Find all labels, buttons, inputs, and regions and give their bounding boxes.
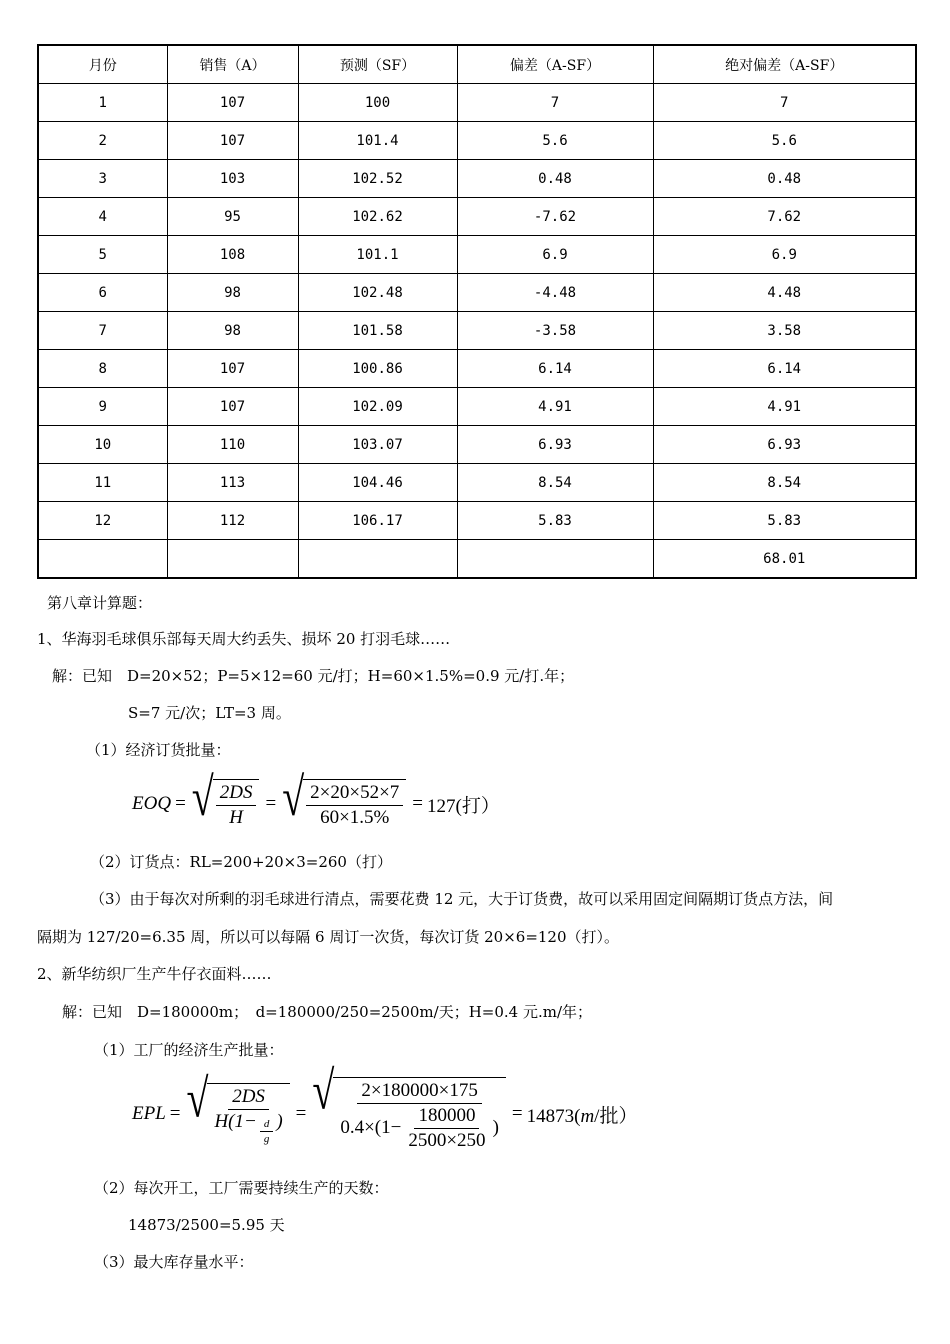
cell-deviation: 8.54 bbox=[457, 464, 653, 502]
cell-month: 11 bbox=[38, 464, 167, 502]
cell-forecast: 101.1 bbox=[298, 236, 457, 274]
cell-abs-deviation: 6.93 bbox=[653, 426, 916, 464]
cell-forecast: 100.86 bbox=[298, 350, 457, 388]
table-row bbox=[38, 274, 916, 312]
table-row bbox=[38, 236, 916, 274]
problem-1-step-3a: （3）由于每次对所剩的羽毛球进行清点，需要花费 12 元，大于订货费，故可以采用固定间隔期订货点方法，间 bbox=[90, 890, 834, 908]
epl-den: H(1− $\frac{d}{g}$ ) bbox=[214, 1111, 283, 1145]
cell-month: 7 bbox=[38, 312, 167, 350]
epl-num-values: 2×180000×175 bbox=[357, 1080, 481, 1104]
table-row bbox=[38, 464, 916, 502]
epl-num: 2DS bbox=[228, 1086, 269, 1110]
cell-deviation: 0.48 bbox=[457, 160, 653, 198]
problem-1-step-2: （2）订货点：RL=200+20×3=260（打） bbox=[90, 853, 392, 871]
cell-abs-deviation: 3.58 bbox=[653, 312, 916, 350]
cell-forecast: 101.58 bbox=[298, 312, 457, 350]
cell-deviation: -4.48 bbox=[457, 274, 653, 312]
cell-abs-deviation: 5.6 bbox=[653, 122, 916, 160]
problem-2-given: 解：已知 D=180000m； d=180000/250=2500m/天；H=0.4 元.m/年； bbox=[62, 1003, 593, 1021]
cell-month: 4 bbox=[38, 198, 167, 236]
cell-deviation: 6.14 bbox=[457, 350, 653, 388]
cell-deviation: 5.6 bbox=[457, 122, 653, 160]
forecast-table bbox=[37, 44, 917, 579]
cell-month: 12 bbox=[38, 502, 167, 540]
header-deviation: 偏差（A-SF） bbox=[457, 45, 653, 84]
problem-1-step-1: （1）经济订货批量： bbox=[86, 741, 231, 759]
cell-deviation: -3.58 bbox=[457, 312, 653, 350]
eoq-result: 127(打） bbox=[427, 795, 500, 817]
cell-sales: 107 bbox=[167, 388, 298, 426]
cell-sales: 103 bbox=[167, 160, 298, 198]
cell-forecast: 103.07 bbox=[298, 426, 457, 464]
table-row bbox=[38, 84, 916, 122]
cell-sales: 108 bbox=[167, 236, 298, 274]
cell-sales: 98 bbox=[167, 274, 298, 312]
cell-deviation: 5.83 bbox=[457, 502, 653, 540]
table-row bbox=[38, 502, 916, 540]
cell-forecast: 106.17 bbox=[298, 502, 457, 540]
cell-month: 8 bbox=[38, 350, 167, 388]
cell-deviation: 6.9 bbox=[457, 236, 653, 274]
cell-month: 1 bbox=[38, 84, 167, 122]
cell-sales: 110 bbox=[167, 426, 298, 464]
eoq-lhs: EOQ bbox=[132, 793, 172, 814]
problem-1-step-3b: 隔期为 127/20=6.35 周，所以可以每隔 6 周订一次货，每次订货 20×6=120（打）。 bbox=[37, 928, 620, 946]
table-row bbox=[38, 160, 916, 198]
cell-sales: 113 bbox=[167, 464, 298, 502]
cell-deviation: -7.62 bbox=[457, 198, 653, 236]
cell-sales: 112 bbox=[167, 502, 298, 540]
problem-2-step-1: （1）工厂的经济生产批量： bbox=[94, 1041, 284, 1059]
header-forecast: 预测（SF） bbox=[298, 45, 457, 84]
header-sales: 销售（A） bbox=[167, 45, 298, 84]
cell-month: 6 bbox=[38, 274, 167, 312]
cell-month: 9 bbox=[38, 388, 167, 426]
eoq-den-values: 60×1.5% bbox=[320, 807, 390, 828]
cell-abs-deviation: 4.91 bbox=[653, 388, 916, 426]
cell-deviation bbox=[457, 540, 653, 579]
cell-abs-deviation: 68.01 bbox=[653, 540, 916, 579]
cell-abs-deviation: 6.9 bbox=[653, 236, 916, 274]
cell-deviation: 6.93 bbox=[457, 426, 653, 464]
eoq-den: H bbox=[229, 807, 243, 828]
cell-month: 10 bbox=[38, 426, 167, 464]
cell-deviation: 4.91 bbox=[457, 388, 653, 426]
cell-forecast: 104.46 bbox=[298, 464, 457, 502]
problem-2-title: 2、新华纺织厂生产牛仔衣面料…… bbox=[37, 965, 272, 983]
eoq-formula: EOQ = √ $\frac{2DS}{H}$ = √ $\frac{2\times 20\times 52\times 7}{60\times 1.5\%}$ = 127(打） bbox=[132, 766, 500, 828]
cell-forecast: 102.09 bbox=[298, 388, 457, 426]
table-row bbox=[38, 312, 916, 350]
table-row bbox=[38, 540, 916, 579]
cell-abs-deviation: 7 bbox=[653, 84, 916, 122]
table-header-row bbox=[38, 45, 916, 84]
cell-forecast: 102.52 bbox=[298, 160, 457, 198]
cell-abs-deviation: 5.83 bbox=[653, 502, 916, 540]
cell-abs-deviation: 6.14 bbox=[653, 350, 916, 388]
cell-sales: 95 bbox=[167, 198, 298, 236]
cell-abs-deviation: 8.54 bbox=[653, 464, 916, 502]
cell-sales: 98 bbox=[167, 312, 298, 350]
cell-sales bbox=[167, 540, 298, 579]
epl-result: 14873(m/批） bbox=[526, 1105, 638, 1127]
problem-2-step-2-value: 14873/2500=5.95 天 bbox=[128, 1216, 285, 1234]
cell-month: 3 bbox=[38, 160, 167, 198]
cell-abs-deviation: 7.62 bbox=[653, 198, 916, 236]
problem-2-step-2: （2）每次开工，工厂需要持续生产的天数： bbox=[94, 1179, 389, 1197]
epl-lhs: EPL bbox=[132, 1103, 166, 1124]
table-row bbox=[38, 198, 916, 236]
cell-forecast bbox=[298, 540, 457, 579]
cell-month: 5 bbox=[38, 236, 167, 274]
eoq-num: 2DS bbox=[216, 782, 257, 806]
cell-abs-deviation: 0.48 bbox=[653, 160, 916, 198]
cell-sales: 107 bbox=[167, 350, 298, 388]
problem-1-title: 1、华海羽毛球俱乐部每天周大约丢失、损坏 20 打羽毛球…… bbox=[37, 630, 451, 648]
cell-month: 2 bbox=[38, 122, 167, 160]
table-row bbox=[38, 122, 916, 160]
cell-deviation: 7 bbox=[457, 84, 653, 122]
cell-sales: 107 bbox=[167, 122, 298, 160]
epl-den-values: 0.4×(1− $\frac{180000}{2500\times 250}$ ) bbox=[340, 1104, 499, 1151]
table-row bbox=[38, 388, 916, 426]
problem-2-step-3: （3）最大库存量水平： bbox=[94, 1253, 254, 1271]
cell-sales: 107 bbox=[167, 84, 298, 122]
header-abs-deviation: 绝对偏差（A-SF） bbox=[653, 45, 916, 84]
cell-forecast: 101.4 bbox=[298, 122, 457, 160]
table-row bbox=[38, 350, 916, 388]
table-row bbox=[38, 426, 916, 464]
problem-1-given: 解：已知 D=20×52；P=5×12=60 元/打；H=60×1.5%=0.9 元/打.年； bbox=[52, 667, 575, 685]
chapter-heading: 第八章计算题： bbox=[47, 594, 153, 612]
cell-forecast: 102.62 bbox=[298, 198, 457, 236]
problem-1-given-2: S=7 元/次；LT=3 周。 bbox=[128, 704, 291, 722]
epl-formula: EPL = √ 2DS H(1− $\frac{d}{g}$ ) = √ 2×180000×175 0.4×(1− $\frac{180000}{2500\times 250}$ ) = 14873(m/批） bbox=[132, 1059, 638, 1151]
eoq-num-values: 2×20×52×7 bbox=[306, 782, 403, 806]
cell-forecast: 102.48 bbox=[298, 274, 457, 312]
header-month: 月份 bbox=[38, 45, 167, 84]
cell-forecast: 100 bbox=[298, 84, 457, 122]
cell-month bbox=[38, 540, 167, 579]
cell-abs-deviation: 4.48 bbox=[653, 274, 916, 312]
